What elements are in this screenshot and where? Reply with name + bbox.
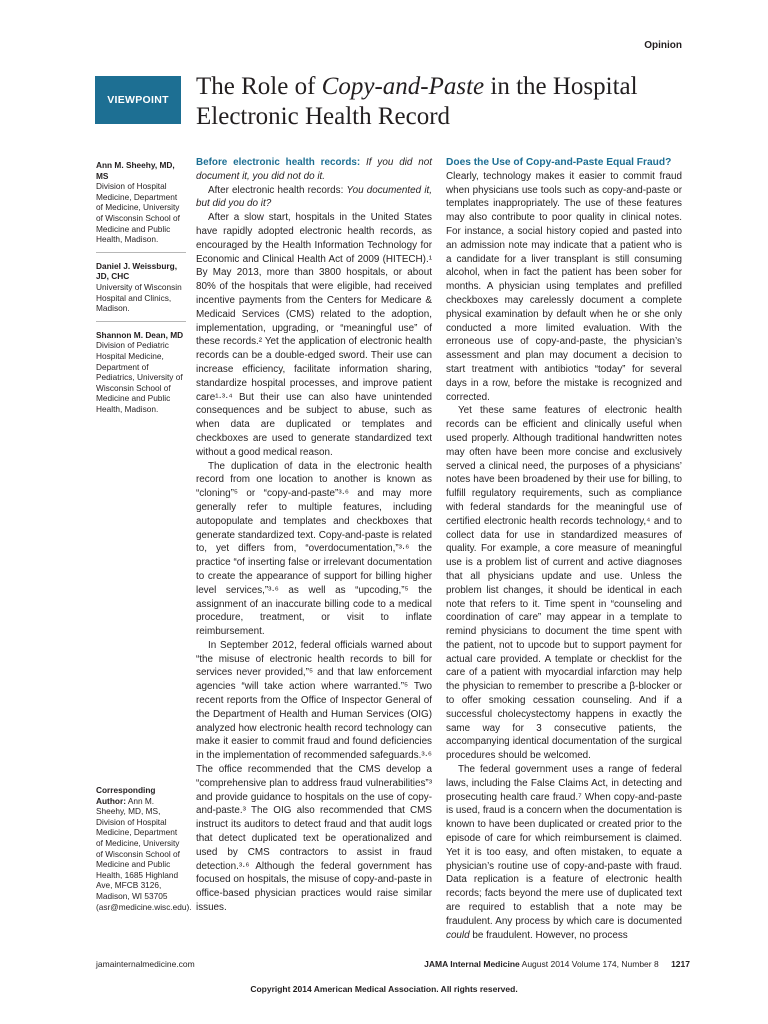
right-column — [446, 156, 682, 942]
title-part-2: in the Hospital Electronic Health Record — [196, 73, 638, 130]
author-3 — [96, 330, 186, 422]
body-paragraph: After a slow start, hospitals in the United States have rapidly adopted electronic health records, as encouraged by the Health Information Technology for Economic and Clinical Health Act of 2009 (HITECH).¹ By May 2013, more than 3800 hospitals, or about 80% of the hospitals that were eligible, had received incentive payments from the Centers for Medicare & Medicaid Services (CMS) related to the adoption, implementation, upgrading, or “meaningful use” of these records.² Yet the application of electronic health records can be a double-edged sword. Their use can increase efficiency, facilitate information sharing, standardize hospital processes, and improve patient care¹·³·⁴ But their use can also have unintended consequences and be subject to abuse, such as when data are duplicated or templates and checkboxes are used to generate standardized text without a good medical reason. — [196, 212, 432, 458]
copyright-notice: Copyright 2014 American Medical Association. All rights reserved. — [250, 984, 518, 994]
body-paragraph — [196, 184, 432, 212]
title-italic: Copy-and-Paste — [321, 73, 485, 100]
p3-pre: The federal government uses a range of federal laws, including the False Claims Act, in detecting and prosecuting health care fraud.⁷ When copy-and-paste is used, fraud is a concern when the documentation is known to have been duplicated or created prior to the episode of care for which reimbursement is claimed. Yet it is too easy, and often mistaken, to equate a physician’s routine use of copy-and-paste with fraud. Data replication is a feature of electronic health records; facts beyond the mere use of duplicated text are required to establish that a note may be fraudulent. Any process by which care is documented — [446, 764, 682, 927]
lead-label: Before electronic health records: — [196, 157, 361, 168]
p2-italic: You documented it, but did you do it? — [196, 184, 433, 210]
author-affiliation: Division of Hospital Medicine, Department of Medicine, University of Wisconsin School of Medicine and Public Health, Madison. — [96, 181, 180, 245]
author-1 — [96, 160, 186, 253]
footer-journal — [424, 959, 690, 969]
issue-info: August 2014 Volume 174, Number 8 — [521, 959, 659, 969]
corresponding-text: Ann M. Sheehy, MD, MS, Division of Hospital Medicine, Department of Medicine, University of Wisconsin School of Medicine and Public Health, 1685 Highland Ave, MFCB 3126, Madison, WI 53705 (asr@medicine.wisc.edu). — [96, 795, 192, 912]
body-paragraph: In September 2012, federal officials warned about “the misuse of electronic health records to bill for services never provided,”⁵ and that law enforcement agencies “will take action where warranted.”⁵ Two recent reports from the Office of Inspector General of the Department of Health and Human Services (OIG) analyzed how electronic health record technology can make it easier to commit fraud and found deficiencies in the implementation of recommended safeguards.³·⁶ The office recommended that the CMS develop a “comprehensive plan to address fraud vulnerabilities”³ and provide guidance to hospitals on the use of copy-and-paste.³ The OIG also recommended that CMS instruct its auditors to detect fraud and that audit logs that detect duplicated text be operationalized and used by CMS contractors to assist in fraud detection.³·⁶ Although the federal government has focused on hospitals, the misuse of copy-and-paste in office-based physician practices would raise similar issues. — [196, 639, 432, 914]
article-title — [196, 72, 696, 131]
author-name: Shannon M. Dean, MD — [96, 329, 184, 340]
footer-url: jamainternalmedicine.com — [96, 959, 195, 969]
title-part-1: The Role of — [196, 73, 322, 100]
author-affiliation: Division of Pediatric Hospital Medicine, Department of Pediatrics, University of Wisconsin School of Medicine and Public Health, Madison. — [96, 340, 183, 414]
viewpoint-badge: VIEWPOINT — [95, 76, 181, 124]
body-paragraph: Yet these same features of electronic health records can be efficient and clinically useful when used properly. Although traditional handwritten notes may often have been more concise and exclusively served a clinical need, the purposes of a physicians’ notes have been broadened by their use for billing, to fulfill regulatory requirements, such as compliance with federal standards for the meaningful use of certified electronic health records technology,⁴ and to collect data for use in standardized measures of quality. For example, a core measure of meaningful use is a problem list of current and active diagnoses that all physicians update and use. Unless the problem list changes, it should be identical in each note that refers to it. Time spent in “counseling and coordination of care” may appear in a template to remind physicians to document the time spent with the patient, not to upcode but to support payment for actual care provided. A template or checklist for the care of a patient with myocardial infarction may help the physician to remember to prescribe a β-blocker or to offer smoking cessation counseling. And if a successful cholecystectomy happens in exactly the same way for 3 consecutive patients, the accompanying identical documentation of the surgical procedures should be welcomed. — [446, 405, 682, 762]
body-paragraph: Clearly, technology makes it easier to commit fraud when physicians use tools such as copy-and-paste or templates inappropriately. The use of these features may also contribute to poor quality in clinical notes. For instance, a social history copied and pasted into an admission note may indicate that a patient who is a candidate for a liver transplant is still consuming alcohol, when in fact the patient has been sober for months. A physician using templates and prefilled checkboxes may carelessly document a complete physical examination by default when he or she only conducted a more limited evaluation. With the erroneous use of copy-and-paste, the physician’s assessment and plan may document a decision to start treatment with antibiotics “today” for several days in a row, before the mistake is recognized and corrected. — [446, 170, 682, 403]
left-column — [196, 156, 432, 915]
corresponding-author — [96, 785, 192, 912]
author-2 — [96, 261, 186, 322]
author-name: Daniel J. Weissburg, JD, CHC — [96, 260, 177, 282]
author-name: Ann M. Sheehy, MD, MS — [96, 160, 175, 181]
lead-italic: If you did not document it, you did not do it. — [196, 157, 432, 182]
body-paragraph: The duplication of data in the electronic health record from one location to another is known as “cloning”⁵ or “copy-and-paste”³·⁶ and may more generally refer to multiple features, including autopopulate and templates and checkboxes that generate standardized text. Copy-and-paste is related to, yet differs from, “overdocumentation,”³·⁶ the practice “of inserting false or irrelevant documentation to create the appearance of support for billing higher level services,”³·⁶ as well as “upcoding,”⁵ the assignment of an inaccurate billing code to a medical procedure, treatment, or visit to inflate reimbursement. — [196, 460, 432, 638]
p3-italic: could — [446, 929, 470, 941]
journal-name: JAMA Internal Medicine — [424, 959, 520, 969]
corresponding-label: Corresponding Author: — [96, 785, 156, 806]
section-label: Opinion — [644, 40, 682, 51]
section-heading: Does the Use of Copy-and-Paste Equal Fraud? — [446, 157, 672, 168]
author-sidebar — [96, 160, 186, 429]
p3-post: be fraudulent. However, no process — [469, 929, 628, 941]
body-paragraph — [446, 763, 682, 942]
p2-label: After electronic health records: — [208, 184, 347, 196]
lead-paragraph — [196, 156, 432, 184]
page-number: 1217 — [671, 959, 690, 969]
author-affiliation: University of Wisconsin Hospital and Clinics, Madison. — [96, 281, 182, 314]
